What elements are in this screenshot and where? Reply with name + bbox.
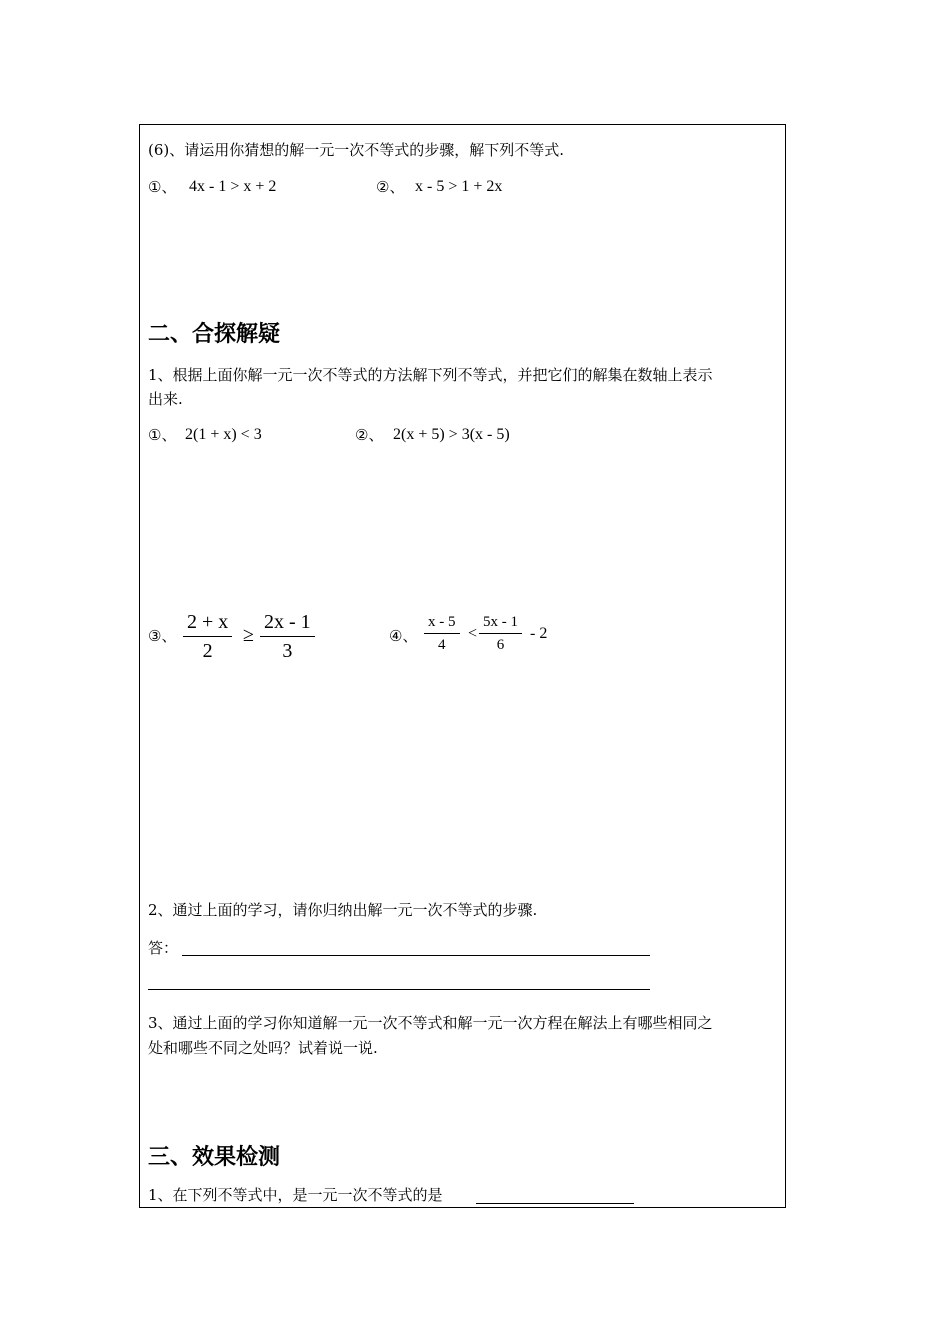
section3-p1: 1、在下列不等式中，是一元一次不等式的是 <box>148 1186 443 1204</box>
section2-p3-line1: 3、通过上面的学习你知道解一元一次不等式和解一元一次方程在解法上有哪些相同之 <box>148 1014 713 1032</box>
s2-item1-label: ①、 <box>148 426 177 444</box>
answer-line-1[interactable] <box>182 955 650 956</box>
q6-item1-expr: 4x - 1 > x + 2 <box>189 178 277 195</box>
item4-left-denominator: 4 <box>438 637 446 653</box>
q6-item1-label: ①、 <box>148 178 177 196</box>
q6-item2-label: ②、 <box>376 178 405 196</box>
section2-p2: 2、通过上面的学习，请你归纳出解一元一次不等式的步骤. <box>148 901 538 919</box>
item3-right-denominator: 3 <box>282 640 293 662</box>
item4-right-fraction <box>479 614 522 654</box>
q6-item2-expr: x - 5 > 1 + 2x <box>415 178 503 195</box>
s2-item1-expr: 2(1 + x) < 3 <box>185 426 262 443</box>
s2-item2-expr: 2(x + 5) > 3(x - 5) <box>393 426 510 443</box>
item3-left-denominator: 2 <box>202 640 213 662</box>
section2-p3-line2: 处和哪些不同之处吗？试着说一说. <box>148 1039 378 1057</box>
section2-p1-line2: 出来. <box>148 390 183 408</box>
s2-item2-label: ②、 <box>355 426 384 444</box>
item4-left-numerator: x - 5 <box>424 614 460 634</box>
section3-blank-line[interactable] <box>476 1203 634 1204</box>
s2-item4-label: ④、 <box>389 627 418 645</box>
item3-left-numerator: 2 + x <box>183 611 232 637</box>
section2-p1-line1: 1、根据上面你解一元一次不等式的方法解下列不等式，并把它们的解集在数轴上表示 <box>148 366 713 384</box>
item4-right-denominator: 6 <box>496 637 505 653</box>
item3-right-fraction <box>260 611 315 663</box>
item4-operator: < <box>468 625 478 642</box>
item3-right-numerator: 2x - 1 <box>260 611 315 637</box>
item4-tail: - 2 <box>530 625 548 642</box>
q6-intro: (6)、请运用你猜想的解一元一次不等式的步骤，解下列不等式. <box>148 141 565 159</box>
answer-line-2[interactable] <box>148 989 650 990</box>
item3-left-fraction <box>183 611 232 663</box>
s2-item3-label: ③、 <box>148 627 177 645</box>
section3-heading: 三、效果检测 <box>148 1145 281 1170</box>
answer-label: 答： <box>148 939 179 957</box>
item4-right-numerator: 5x - 1 <box>479 614 522 634</box>
item4-left-fraction <box>424 614 460 654</box>
item3-operator: ≥ <box>243 624 254 646</box>
section2-heading: 二、合探解疑 <box>148 322 281 347</box>
